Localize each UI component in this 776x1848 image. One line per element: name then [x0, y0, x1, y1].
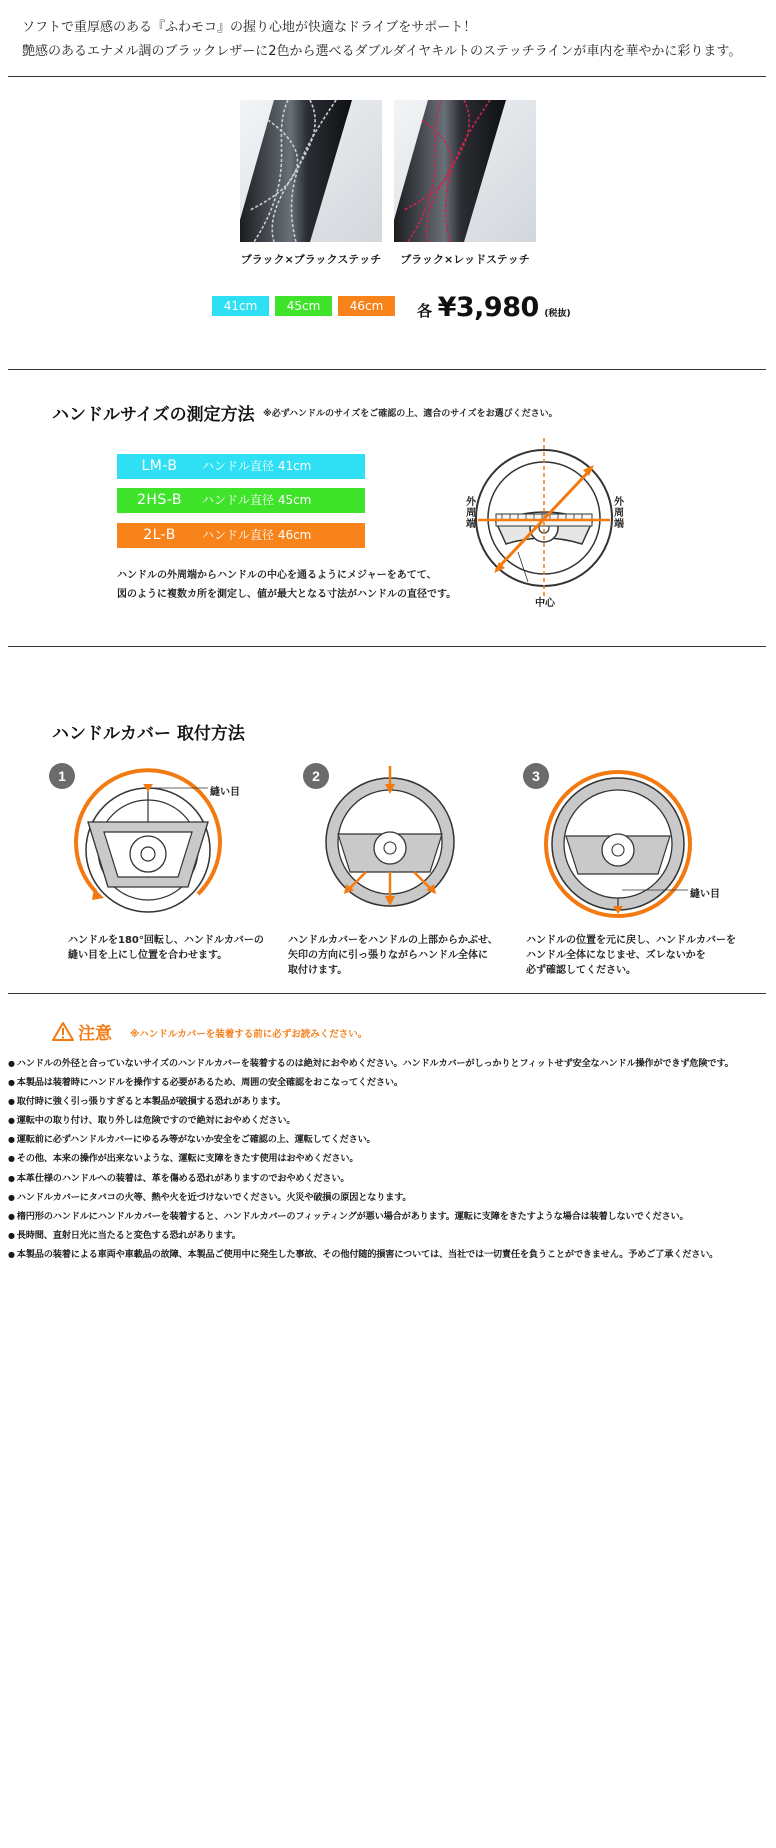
price — [417, 292, 571, 323]
install-step-2-desc-line: 取付けます。 — [288, 965, 348, 976]
measure-description — [117, 566, 456, 604]
size-row-2hs-b — [117, 488, 365, 513]
size-code: 2L-B — [143, 527, 176, 543]
product-caption-2: ブラック×レッドステッチ — [400, 253, 530, 266]
measure-desc-line-2: 図のように複数カ所を測定し、値が最大となる寸法がハンドルの直径です。 — [117, 589, 457, 600]
svg-text:1: 1 — [58, 768, 66, 784]
size-chip-41: 41cm — [212, 296, 269, 316]
measure-note: ※必ずハンドルのサイズをご確認の上、適合のサイズをお選びください。 — [263, 409, 558, 419]
caution-item: ● ハンドルカバーにタバコの火等、熱や火を近づけないでください。火災や破損の原因となります。 — [8, 1188, 770, 1207]
caution-item: ● その他、本来の操作が出来ないような、運転に支障をきたす使用はおやめください。 — [8, 1149, 770, 1168]
caution-item: ● 本製品は装着時にハンドルを操作する必要があるため、周囲の安全確認をおこなってください。 — [8, 1073, 770, 1092]
caution-note: ※ハンドルカバーを装着する前に必ずお読みください。 — [130, 1029, 368, 1040]
label-outer-left: 外周端 — [466, 497, 476, 530]
install-title: ハンドルカバー 取付方法 — [52, 724, 245, 744]
install-step-2-desc-line: ハンドルカバーをハンドルの上部からかぶせ、 — [288, 935, 498, 946]
size-code: 2HS-B — [137, 492, 182, 508]
label-outer-right: 外周端 — [614, 497, 624, 530]
price-prefix: 各 — [417, 302, 433, 320]
divider — [8, 646, 766, 647]
caution-list — [8, 1054, 770, 1264]
price-tax: (税抜) — [544, 309, 571, 319]
caution-item: ● 本革仕様のハンドルへの装着は、革を傷める恐れがありますのでおやめください。 — [8, 1169, 770, 1188]
install-step-2-figure — [302, 762, 492, 922]
size-chip-46: 46cm — [338, 296, 395, 316]
caution-item: ● 本製品の装着による車両や車載品の故障、本製品ご使用中に発生した事故、その他付随的損害については、当社では一切責任を負うことができません。予めご了承ください。 — [8, 1245, 770, 1264]
install-step-3-desc-line: ハンドル全体になじませ、ズレないかを — [526, 950, 706, 961]
install-step-3-desc — [526, 933, 736, 978]
product-image-red-stitch — [394, 100, 536, 242]
install-step-3-callout: 縫い目 — [690, 889, 720, 900]
divider — [8, 76, 766, 77]
install-step-3-desc-line: 必ず確認してください。 — [526, 965, 636, 976]
size-label: ハンドル直径 45cm — [202, 493, 312, 507]
intro-text — [22, 16, 741, 64]
size-chip-45: 45cm — [275, 296, 332, 316]
caution-title-text: 注意 — [78, 1024, 112, 1044]
caution-item: ● ハンドルの外径と合っていないサイズのハンドルカバーを装着するのは絶対におやめください。ハンドルカバーがしっかりとフィットせず安全なハンドル操作ができず危険です。 — [8, 1054, 770, 1073]
size-row-lm-b — [117, 454, 365, 479]
install-step-2-desc-line: 矢印の方向に引っ張りながらハンドル全体に — [288, 950, 488, 961]
intro-line-2: 艶感のあるエナメル調のブラックレザーに2色から選べるダブルダイヤキルトのステッチラインが車内を華やかに彩ります。 — [22, 44, 742, 59]
caution-item: ● 運転中の取り付け、取り外しは危険ですので絶対におやめください。 — [8, 1111, 770, 1130]
size-label: ハンドル直径 41cm — [202, 459, 312, 473]
svg-text:2: 2 — [312, 768, 320, 784]
intro-line-1: ソフトで重厚感のある『ふわモコ』の握り心地が快適なドライブをサポート！ — [22, 20, 477, 35]
measure-title: ハンドルサイズの測定方法 — [52, 405, 255, 425]
size-code: LM-B — [141, 458, 178, 474]
product-image-black-stitch — [240, 100, 382, 242]
svg-text:3: 3 — [532, 768, 540, 784]
caution-title — [52, 1019, 112, 1044]
size-label: ハンドル直径 46cm — [202, 528, 312, 542]
label-center: 中心 — [535, 598, 555, 609]
divider — [8, 993, 766, 994]
measure-diagram — [458, 432, 628, 612]
install-step-2-desc — [288, 933, 498, 978]
warning-icon — [52, 1022, 74, 1041]
caution-item: ● 長時間、直射日光に当たると変色する恐れがあります。 — [8, 1226, 770, 1245]
size-row-2l-b — [117, 523, 365, 548]
product-caption-1: ブラック×ブラックステッチ — [240, 253, 382, 266]
caution-item: ● 運転前に必ずハンドルカバーにゆるみ等がないか安全をご確認の上、運転してください。 — [8, 1130, 770, 1149]
price-value: ¥3,980 — [437, 292, 539, 323]
install-step-1-desc — [68, 933, 264, 963]
install-step-1-callout: 縫い目 — [210, 787, 240, 798]
install-step-1-desc-line: 縫い目を上にし位置を合わせます。 — [68, 950, 228, 961]
divider — [8, 369, 766, 370]
install-step-3-desc-line: ハンドルの位置を元に戻し、ハンドルカバーを — [526, 935, 736, 946]
caution-item: ● 楕円形のハンドルにハンドルカバーを装着すると、ハンドルカバーのフィッティングが悪い場合があります。運転に支障をきたすような場合は装着しないでください。 — [8, 1207, 770, 1226]
caution-item: ● 取付時に強く引っ張りすぎると本製品が破損する恐れがあります。 — [8, 1092, 770, 1111]
install-step-1-desc-line: ハンドルを180°回転し、ハンドルカバーの — [68, 935, 264, 946]
measure-desc-line-1: ハンドルの外周端からハンドルの中心を通るようにメジャーをあてて、 — [117, 570, 437, 581]
